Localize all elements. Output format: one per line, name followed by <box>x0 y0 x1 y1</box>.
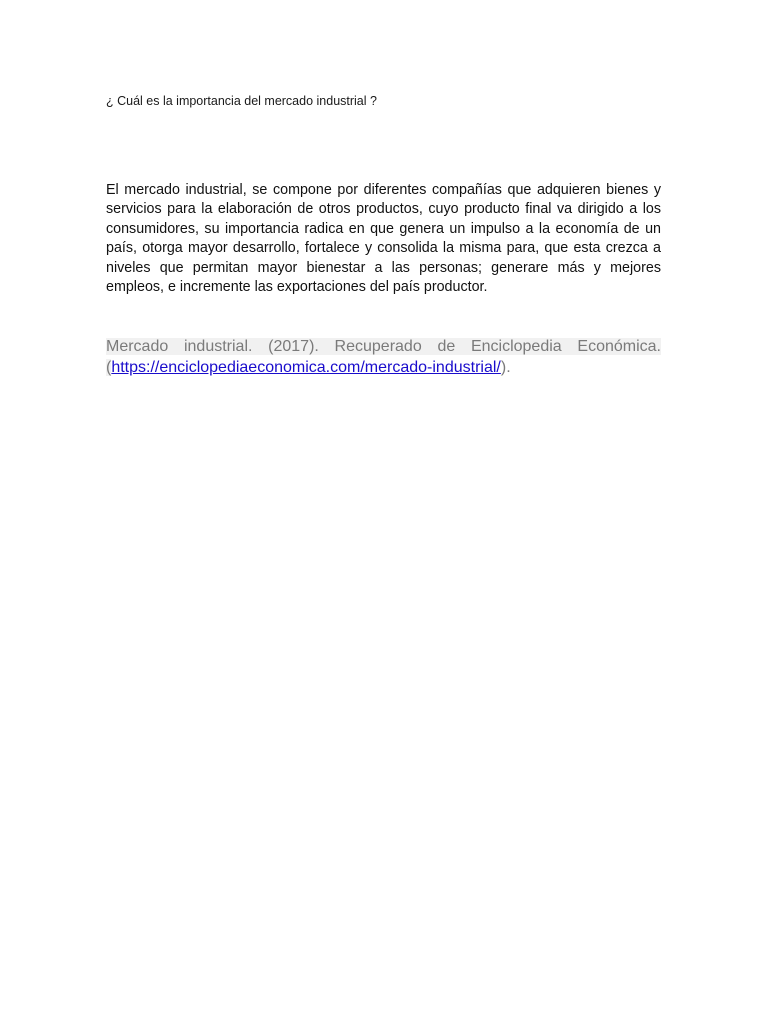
citation-open-paren: ( <box>106 358 112 376</box>
question-heading: ¿ Cuál es la importancia del mercado industrial ? <box>106 94 377 108</box>
citation <box>106 337 661 378</box>
citation-close: ). <box>500 358 511 376</box>
citation-link[interactable]: https://enciclopediaeconomica.com/mercado-industrial/ <box>111 358 501 376</box>
citation-text: Mercado industrial. (2017). Recuperado de Enciclopedia Económica. <box>106 338 661 355</box>
answer-paragraph: El mercado industrial, se compone por diferentes compañías que adquieren bienes y servicios para la elaboración de otros productos, cuyo producto final va dirigido a los consumidores, su importancia radica en que genera un impulso a la economía de un país, otorga mayor desarrollo, fortalece y consolida la misma para, que esta crezca a niveles que permitan mayor bienestar a las personas; generare más y mejores empleos, e incremente las exportaciones del país productor. <box>106 182 661 296</box>
